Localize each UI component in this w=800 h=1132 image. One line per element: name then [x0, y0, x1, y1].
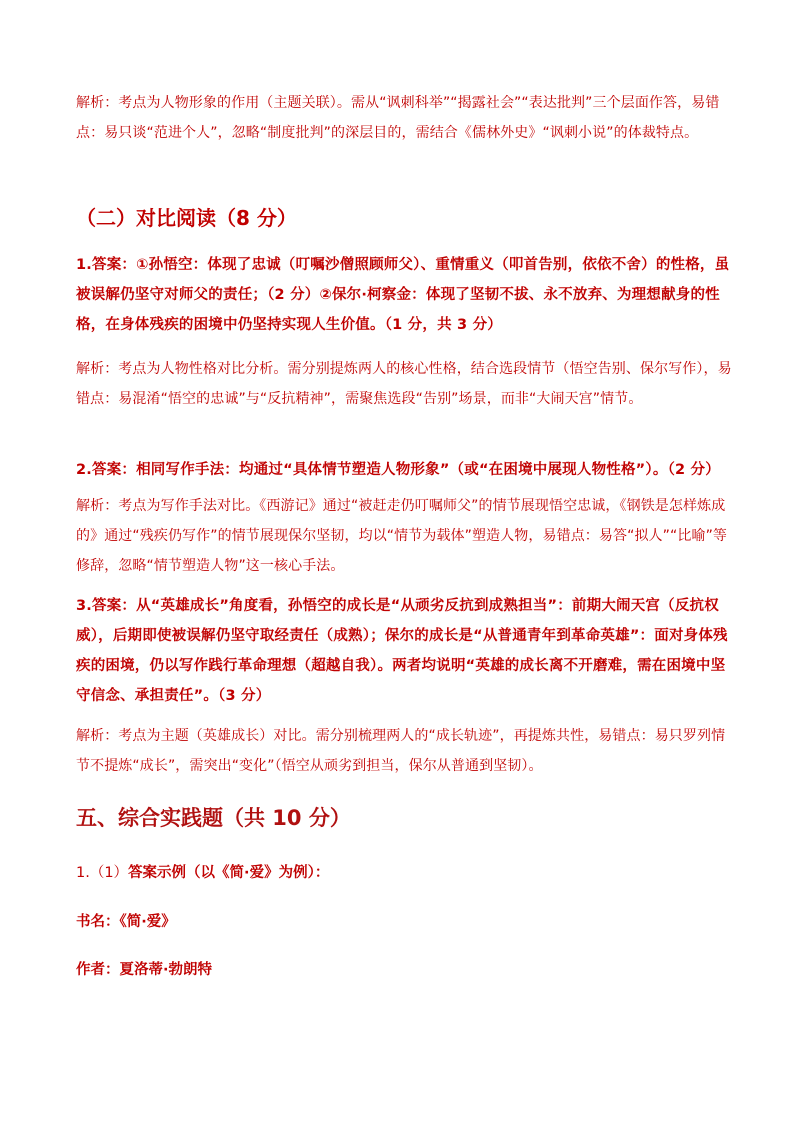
answer-q3: 3.答案：从“英雄成长”角度看，孙悟空的成长是“从顽劣反抗到成熟担当”：前期大闹天宫（反抗权威），后期即使被误解仍坚守取经责任（成熟）；保尔的成长是“从普通青年到革命英雄”：面对身体残疾的困境，仍以写作践行革命理想（超越自我）。两者均说明“英雄的成长离不开磨难，需在困境中坚守信念、承担责任”。（3 分） [76, 598, 728, 704]
section-heading-comprehensive-practice: 五、综合实践题（共 10 分） [76, 806, 351, 830]
analysis-paragraph-top: 解析：考点为人物形象的作用（主题关联）。需从“讽刺科举”“揭露社会”“表达批判”三个层面作答，易错点：易只谈“范进个人”，忽略“制度批判”的深层目的，需结合《儒林外史》“讽刺小说”的体裁特点。 [76, 95, 720, 141]
analysis-q2: 解析：考点为写作手法对比。《西游记》通过“被赶走仍叮嘱师父”的情节展现悟空忠诚，《钢铁是怎样炼成的》通过“残疾仍写作”的情节展现保尔坚韧，均以“情节为载体”塑造人物，易错点：易答“拟人”“比喻”等修辞，忽略“情节塑造人物”这一核心手法。 [76, 498, 728, 574]
answer-q1: 1.答案：①孙悟空：体现了忠诚（叮嘱沙僧照顾师父）、重情重义（叩首告别，依依不舍）的性格，虽被误解仍坚守对师父的责任；（2 分）②保尔·柯察金：体现了坚韧不拔、永不放弃、为理想献身的性格，在身体残疾的困境中仍坚持实现人生价值。（1 分，共 3 分） [76, 257, 730, 333]
author-line: 作者：夏洛蒂·勃朗特 [76, 962, 213, 978]
book-title-line: 书名：《简·爱》 [76, 914, 176, 930]
answer-q2: 2.答案：相同写作手法：均通过“具体情节塑造人物形象”（或“在困境中展现人物性格”）。（2 分） [76, 462, 720, 478]
analysis-q1: 解析：考点为人物性格对比分析。需分别提炼两人的核心性格，结合选段情节（悟空告别、保尔写作），易错点：易混淆“悟空的忠诚”与“反抗精神”，需聚焦选段“告别”场景，而非“大闹天宫”情节。 [76, 361, 732, 407]
analysis-q3: 解析：考点为主题（英雄成长）对比。需分别梳理两人的“成长轨迹”，再提炼共性，易错点：易只罗列情节不提炼“成长”，需突出“变化”（悟空从顽劣到担当，保尔从普通到坚韧）。 [76, 728, 726, 774]
section-heading-comparison-reading: （二）对比阅读（8 分） [76, 206, 297, 230]
practice-item-1 [76, 861, 736, 885]
item-text: 答案示例（以《简·爱》为例）： [128, 865, 330, 881]
item-number: 1.（1） [76, 865, 129, 881]
